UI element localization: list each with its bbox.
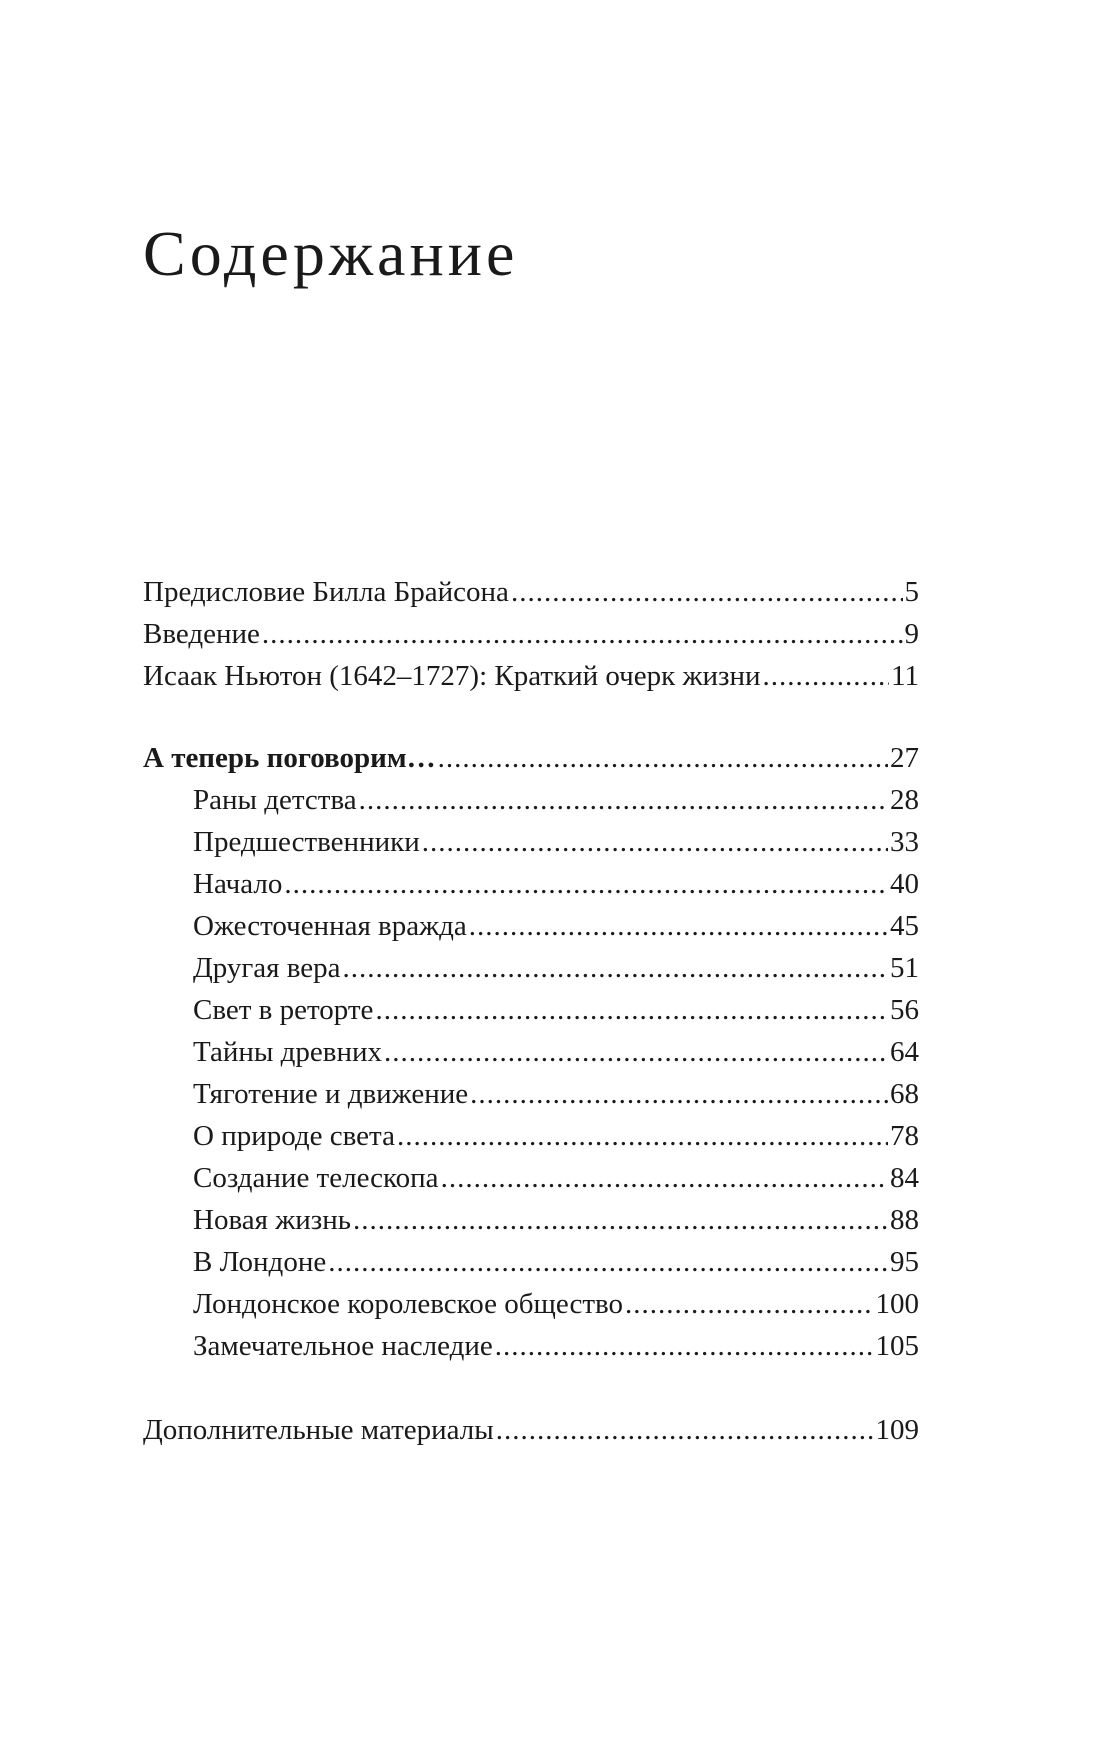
entry-label: Предшественники	[193, 826, 420, 858]
toc-entry-sub	[143, 1115, 919, 1157]
entry-label: Исаак Ньютон (1642–1727): Краткий очерк жизни	[143, 660, 761, 692]
entry-page-number: 64	[890, 1036, 919, 1068]
dot-leader	[328, 1241, 888, 1283]
toc-entry-sub	[143, 1157, 919, 1199]
dot-leader	[375, 989, 888, 1031]
dot-leader	[353, 1199, 888, 1241]
entry-label: Тайны древних	[193, 1036, 382, 1068]
toc-entry-appendix	[143, 1409, 919, 1451]
entry-label: Создание телескопа	[193, 1162, 439, 1194]
entry-page-number: 105	[875, 1330, 919, 1362]
dot-leader	[496, 1409, 874, 1451]
entry-label: В Лондоне	[193, 1246, 327, 1278]
toc-entry-sub	[143, 1073, 919, 1115]
entry-label: Дополнительные материалы	[143, 1414, 494, 1446]
toc-entry-foreword	[143, 571, 919, 613]
dot-leader	[441, 1157, 888, 1199]
toc-entry-sub	[143, 905, 919, 947]
dot-leader	[625, 1283, 874, 1325]
dot-leader	[359, 779, 888, 821]
dot-leader	[495, 1325, 874, 1367]
entry-page-number: 45	[890, 910, 919, 942]
entry-page-number: 95	[890, 1246, 919, 1278]
entry-label: Раны детства	[193, 784, 357, 816]
entry-page-number: 68	[890, 1078, 919, 1110]
dot-leader	[284, 863, 888, 905]
entry-page-number: 51	[890, 952, 919, 984]
entry-page-number: 11	[891, 660, 919, 692]
entry-label: Ожесточенная вражда	[193, 910, 467, 942]
dot-leader	[511, 571, 903, 613]
dot-leader	[343, 947, 888, 989]
page-title: Содержание	[143, 218, 519, 289]
toc-entry-introduction	[143, 613, 919, 655]
toc-entry-biography	[143, 655, 919, 697]
entry-label: Другая вера	[193, 952, 341, 984]
entry-label: Свет в реторте	[193, 994, 374, 1026]
dot-leader	[470, 1073, 888, 1115]
dot-leader	[397, 1115, 888, 1157]
toc-entry-sub	[143, 947, 919, 989]
entry-label: Лондонское королевское общество	[193, 1288, 623, 1320]
table-of-contents	[143, 571, 919, 1451]
entry-label: Предисловие Билла Брайсона	[143, 576, 509, 608]
entry-page-number: 109	[875, 1414, 919, 1446]
toc-entry-sub	[143, 863, 919, 905]
dot-leader	[438, 737, 888, 779]
entry-page-number: 56	[890, 994, 919, 1026]
entry-page-number: 27	[890, 742, 919, 774]
entry-page-number: 9	[904, 618, 919, 650]
dot-leader	[384, 1031, 888, 1073]
toc-entry-sub	[143, 1199, 919, 1241]
toc-entry-sub	[143, 779, 919, 821]
dot-leader	[469, 905, 888, 947]
entry-page-number: 84	[890, 1162, 919, 1194]
toc-entry-sub	[143, 1241, 919, 1283]
entry-label: О природе света	[193, 1120, 395, 1152]
toc-entry-sub	[143, 1325, 919, 1367]
toc-entry-sub	[143, 1031, 919, 1073]
toc-entry-sub	[143, 1283, 919, 1325]
entry-page-number: 33	[890, 826, 919, 858]
toc-entry-sub	[143, 821, 919, 863]
entry-label: Замечательное наследие	[193, 1330, 493, 1362]
dot-leader	[763, 655, 890, 697]
dot-leader	[262, 613, 903, 655]
entry-page-number: 100	[875, 1288, 919, 1320]
entry-page-number: 78	[890, 1120, 919, 1152]
toc-entry-sub	[143, 989, 919, 1031]
entry-label: А теперь поговорим…	[143, 742, 436, 774]
entry-page-number: 40	[890, 868, 919, 900]
dot-leader	[422, 821, 888, 863]
entry-page-number: 88	[890, 1204, 919, 1236]
toc-entry-conversation	[143, 737, 919, 779]
entry-page-number: 5	[904, 576, 919, 608]
entry-label: Начало	[193, 868, 283, 900]
entry-label: Введение	[143, 618, 260, 650]
entry-page-number: 28	[890, 784, 919, 816]
entry-label: Новая жизнь	[193, 1204, 351, 1236]
entry-label: Тяготение и движение	[193, 1078, 469, 1110]
